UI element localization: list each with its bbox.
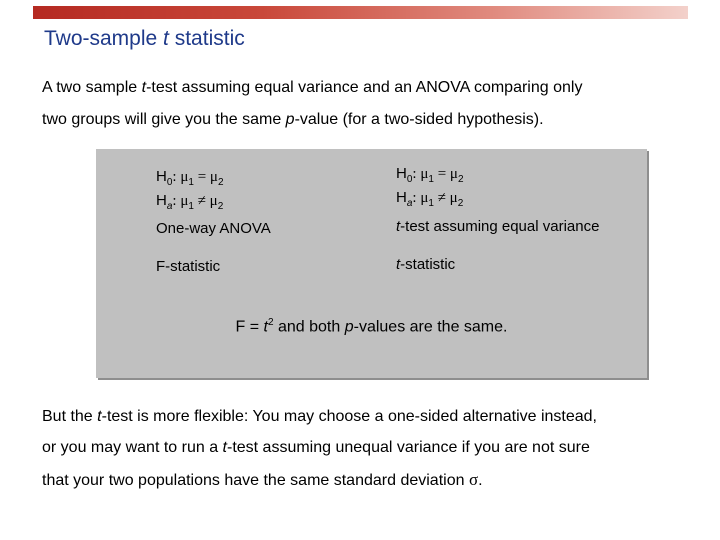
conclusion-text: $F = t^2$ and both p-values are the same.: [235, 317, 508, 336]
anova-alt-hypothesis: $H_a$: $\mu_1 \ne \mu_2$: [156, 192, 224, 212]
anova-hypotheses: [156, 168, 224, 216]
outro-line-3: that your two populations have the same standard deviation σ.: [42, 470, 483, 489]
title-accent-bar: [33, 6, 688, 19]
ttest-statistic: t-statistic: [396, 256, 456, 273]
ttest-hypotheses: [396, 165, 464, 213]
outro-line-1: But the t-test is more flexible: You may choose a one-sided alternative instead,: [42, 408, 597, 425]
anova-statistic: F-statistic: [156, 258, 221, 275]
anova-null-hypothesis: $H_0$: $\mu_1 = \mu_2$: [156, 168, 224, 188]
slide-title: Two-sample t statistic: [44, 27, 245, 50]
outro-line-2: or you may want to run a t-test assuming unequal variance if you are not sure: [42, 439, 590, 456]
ttest-null-hypothesis: $H_0$: $\mu_1 = \mu_2$: [396, 165, 464, 185]
comparison-box: [96, 149, 647, 378]
anova-method: One-way ANOVA: [156, 220, 271, 237]
intro-line-1: A two sample t-test assuming equal variance and an ANOVA comparing only: [42, 79, 583, 96]
ttest-method: t-test assuming equal variance: [396, 218, 600, 235]
ttest-alt-hypothesis: $H_a$: $\mu_1 \ne \mu_2$: [396, 189, 464, 209]
intro-line-2: two groups will give you the same p-value (for a two-sided hypothesis).: [42, 111, 544, 128]
